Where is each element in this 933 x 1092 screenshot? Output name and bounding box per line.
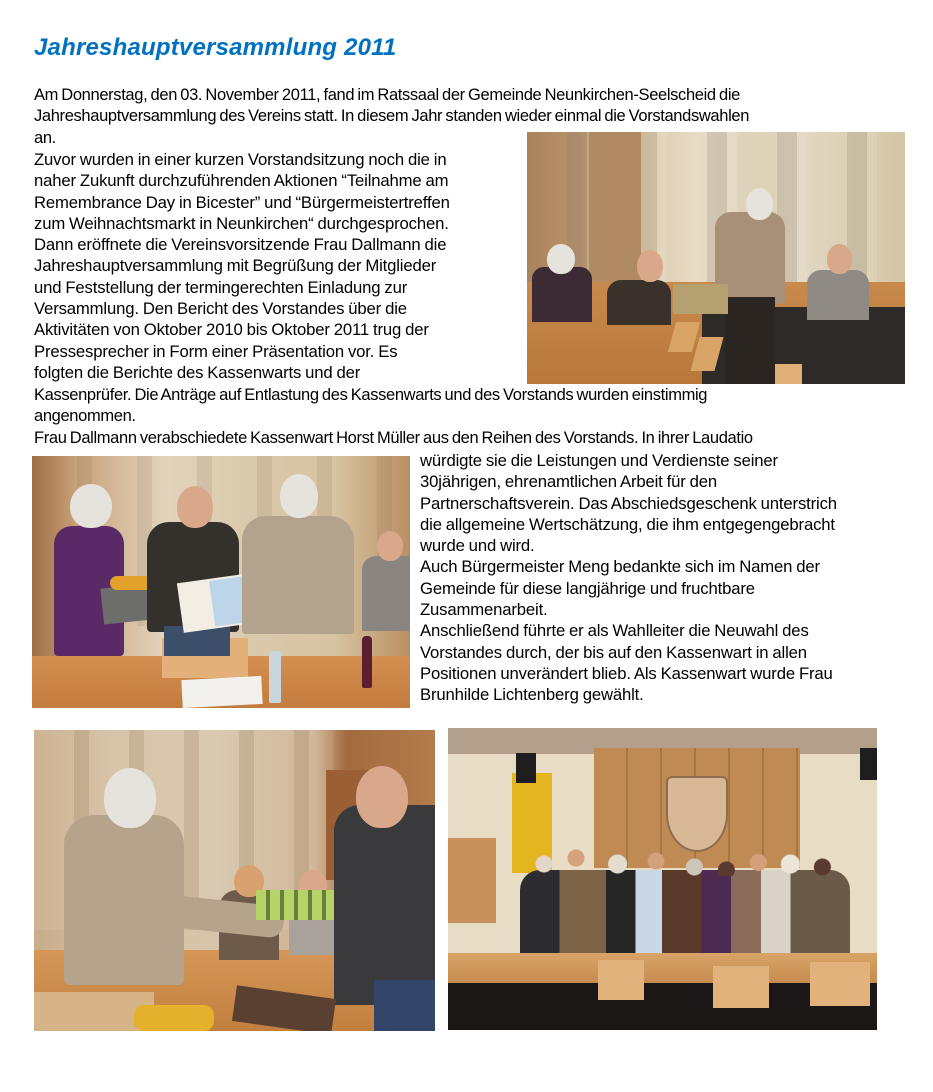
door [448, 838, 496, 923]
photo-farewell-gift [32, 456, 410, 708]
man-head [177, 486, 213, 528]
text-line: Partnerschaftsverein. Das Abschiedsgeschenk unterstrich [420, 493, 837, 513]
text-line: wurde und wird. [420, 536, 535, 556]
chair [810, 962, 870, 1006]
text-line: Versammlung. Den Bericht des Vorstandes über die [34, 299, 407, 319]
left-column-paragraph [34, 149, 450, 383]
text-line: Zusammenarbeit. [420, 600, 548, 620]
man-seated-right [362, 556, 410, 631]
text-line: und Feststellung der termingerechten Einladung zur [34, 277, 408, 297]
text-line: Pressesprecher in Form einer Präsentation vor. Es [34, 341, 398, 361]
text-line: Frau Dallmann verabschiedete Kassenwart Horst Müller aus den Reihen des Vorstands. In ihrer Laudatio [34, 428, 753, 447]
text-line: naher Zukunft durchzuführenden Aktionen “Teilnahme am [34, 171, 449, 191]
text-line: Jahreshauptversammlung mit Begrüßung der Mitglieder [34, 256, 437, 276]
speaker-box [860, 748, 877, 780]
man-head [637, 250, 663, 282]
text-line: an. [34, 128, 56, 147]
text-line: Aktivitäten von Oktober 2010 bis Oktober 2011 trug der [34, 320, 429, 340]
photo-group [448, 728, 877, 1030]
wood-pillar [589, 132, 641, 292]
text-line: zum Weihnachtsmarkt in Neunkirchen“ durchgesprochen. [34, 213, 449, 233]
text-line: Kassenprüfer. Die Anträge auf Entlastung des Kassenwarts und des Vorstands wurden einstimmig [34, 386, 708, 404]
text-line: Vorstandes durch, der bis auf den Kassenwart in allen [420, 642, 807, 662]
text-line: Brunhilde Lichtenberg gewählt. [420, 685, 644, 705]
chair [598, 960, 644, 1000]
text-line: 30jährigen, ehrenamtlichen Arbeit für den [420, 472, 718, 492]
bottle [269, 651, 281, 703]
text-line: würdigte sie die Leistungen und Verdienste seiner [420, 451, 778, 470]
photo-mayor-gift [34, 730, 435, 1031]
gift-basket [673, 284, 728, 314]
text-line: Dann eröffnete die Vereinsvorsitzende Frau Dallmann die [34, 235, 447, 255]
group-heads [528, 846, 848, 876]
mayor-jeans [374, 980, 435, 1031]
bottle [362, 636, 372, 688]
chair [713, 966, 769, 1008]
mayor-jacket [334, 805, 435, 1005]
green-gift-box [256, 890, 344, 920]
text-line: Am Donnerstag, den 03. November 2011, fand im Ratssaal der Gemeinde Neunkirchen-Seelscheid die [34, 86, 740, 104]
text-line: Positionen unverändert blieb. Als Kassenwart wurde Frau [420, 663, 833, 683]
speaker-box [516, 753, 536, 783]
text-line: Jahreshauptversammlung des Vereins statt. In diesem Jahr standen wieder einmal die Vorstandswahlen [34, 107, 750, 126]
text-line: angenommen. [34, 407, 136, 426]
right-column-paragraph [420, 450, 837, 706]
man-standing-head [746, 188, 773, 220]
text-line: die allgemeine Wertschätzung, die ihm entgegengebracht [420, 514, 835, 534]
mayor-head [356, 766, 408, 828]
man-seated-right-head [377, 531, 403, 561]
yellow-ribbon [134, 1005, 214, 1031]
text-line: Gemeinde für diese langjährige und fruchtbare [420, 578, 755, 598]
man-seated [607, 280, 671, 325]
text-line: Zuvor wurden in einer kurzen Vorstandsitzung noch die in [34, 150, 447, 169]
page-title: Jahreshauptversammlung 2011 [34, 34, 397, 61]
man-seated-right [807, 270, 869, 320]
text-line: Anschließend führte er als Wahlleiter die Neuwahl des [420, 621, 809, 641]
man-standing-legs [725, 297, 775, 384]
old-man-head [104, 768, 156, 828]
man-beige-sweater [242, 516, 354, 634]
text-line: folgten die Berichte des Kassenwarts und der [34, 362, 361, 382]
paper-sheet [181, 676, 262, 708]
photo-meeting-speaker [527, 132, 905, 384]
woman-head [70, 484, 112, 528]
text-line: Remembrance Day in Bicester” und “Bürgermeistertreffen [34, 192, 450, 212]
woman-seated [532, 267, 592, 322]
woman-head [547, 244, 575, 274]
man-beige-head [280, 474, 318, 518]
man-seated-right-head [827, 244, 852, 274]
text-line: Auch Bürgermeister Meng bedankte sich im Namen der [420, 557, 820, 577]
full-width-paragraph [34, 385, 753, 449]
coat-of-arms [666, 776, 728, 852]
group-people [520, 870, 850, 962]
